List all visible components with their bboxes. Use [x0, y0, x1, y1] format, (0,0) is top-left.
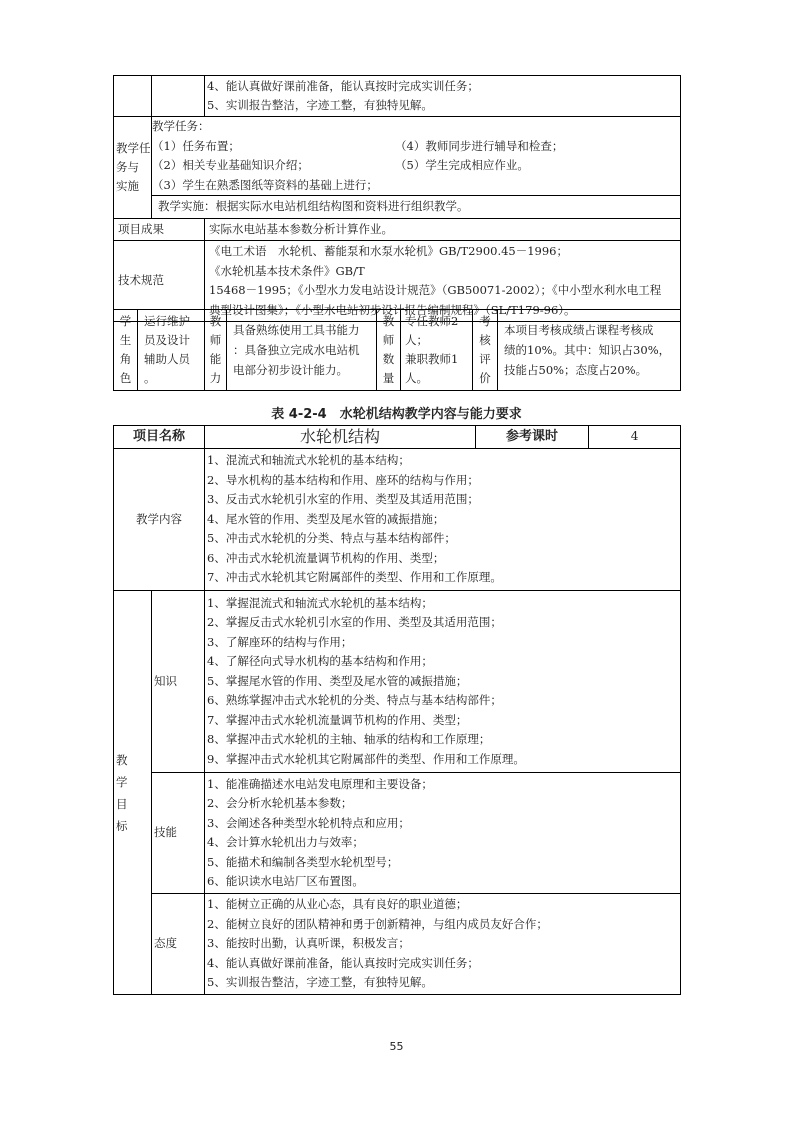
char: 师: [382, 333, 395, 347]
list-item: 4、能认真做好课前准备，能认真按时完成实训任务；: [207, 78, 479, 93]
student-role-label: [114, 310, 138, 391]
char: 学: [116, 774, 128, 789]
task-item: （5）学生完成相应作业。: [395, 158, 529, 172]
char: 教: [116, 752, 128, 767]
knowledge-label: 知识: [152, 591, 205, 773]
content-label: 教学内容: [114, 449, 205, 591]
char: 学: [119, 314, 132, 328]
line: 兼职教师1: [405, 352, 459, 366]
teacher-count-value: [401, 310, 473, 391]
list-item: 5、实训报告整洁，字迹工整，有独特见解。: [207, 975, 433, 990]
knowledge-row: [114, 591, 681, 773]
assessment-value: [498, 310, 681, 391]
line: 。: [144, 371, 156, 385]
skills-items: [205, 773, 681, 894]
list-item: 4、会计算水轮机出力与效率；: [207, 835, 364, 849]
char: 教: [382, 314, 395, 328]
label-line: 实施: [116, 179, 139, 193]
attitude-items: [205, 894, 681, 995]
teacher-ability-value: [227, 310, 377, 391]
teacher-ability-label: [205, 310, 227, 391]
content-items: [205, 449, 681, 591]
list-item: 5、能描术和编制各类型水轮机型号；: [207, 854, 399, 869]
tasks-cell: [152, 117, 681, 196]
list-item: 9、掌握冲击式水轮机其它附属部件的类型、作用和工作原理。: [207, 751, 525, 766]
assessment-label: [473, 310, 498, 391]
result-row: [114, 219, 681, 241]
list-item: 2、会分析水轮机基本参数；: [207, 796, 353, 810]
list-item: 5、实训报告整洁，字迹工整，有独特见解。: [207, 98, 433, 112]
line: 电部分初步设计能力。: [233, 363, 348, 377]
line: 员及设计: [144, 333, 190, 347]
student-role-value: [138, 310, 205, 391]
implementation-row: [114, 196, 681, 219]
skills-label: 技能: [152, 773, 205, 894]
goals-label: [114, 591, 152, 995]
project-name-label: 项目名称: [114, 426, 205, 449]
list-item: 3、反击式水轮机引水室的作用、类型及其适用范围；: [207, 492, 479, 507]
char: 师: [209, 333, 222, 347]
turbine-structure-table: [113, 425, 681, 995]
char: 核: [479, 333, 491, 347]
char: 数: [382, 352, 395, 366]
list-item: 6、熟练掌握冲击式水轮机的分类、特点与基本结构部件；: [207, 693, 502, 708]
list-item: 1、能树立正确的从业心态，具有良好的职业道德；: [207, 897, 468, 912]
char: 评: [479, 352, 491, 366]
list-item: 2、能树立良好的团队精神和勇于创新精神，与组内成员友好合作；: [207, 916, 548, 931]
page-number: 55: [389, 1040, 404, 1053]
list-item: 2、导水机构的基本结构和作用、座环的结构与作用；: [207, 472, 479, 487]
list-item: 6、冲击式水轮机流量调节机构的作用、类型；: [207, 550, 445, 565]
knowledge-items: [205, 591, 681, 773]
list-item: 4、了解径向式导水机构的基本结构和作用；: [207, 654, 433, 669]
hours-value: 4: [589, 426, 681, 449]
list-item: 5、冲击式水轮机的分类、特点与基本结构部件；: [207, 531, 456, 546]
attitude-continuation-items: [205, 76, 681, 117]
table-caption: 表 4-2-4 水轮机结构教学内容与能力要求: [271, 407, 522, 422]
char: 价: [479, 371, 491, 385]
line: 专任教师2: [405, 314, 459, 328]
line: 本项目考核成绩占课程考核成: [504, 323, 654, 337]
label-line: 教学任: [116, 141, 151, 155]
char: 生: [119, 333, 132, 347]
line: 具备熟练使用工具书能力: [233, 323, 360, 337]
hours-label: 参考课时: [476, 426, 589, 449]
char: 教: [209, 314, 222, 328]
char: 力: [209, 371, 222, 385]
list-item: 1、掌握混流式和轴流式水轮机的基本结构；: [207, 595, 433, 610]
empty-cell: [152, 76, 205, 117]
list-item: 7、冲击式水轮机其它附属部件的类型、作用和工作原理。: [207, 570, 502, 585]
line: 人；: [405, 333, 428, 347]
list-item: 1、能准确描述水电站发电原理和主要设备；: [207, 776, 433, 791]
implementation-text: 教学实施：根据实际水电站机组结构图和资料进行组织教学。: [152, 196, 681, 219]
char: 量: [382, 371, 395, 385]
task-item: （4）教师同步进行辅导和检查；: [395, 138, 564, 153]
line: ：具备独立完成水电站机: [233, 343, 360, 357]
skills-row: [114, 773, 681, 894]
task-item: （2）相关专业基础知识介绍；: [152, 158, 309, 172]
char: 考: [479, 314, 491, 328]
line: 辅助人员: [144, 352, 190, 366]
task-item: （3）学生在熟悉图纸等资料的基础上进行；: [152, 177, 378, 192]
line: 技能占50%；态度占20%。: [504, 363, 648, 377]
list-item: 3、能按时出勤，认真听课，积极发言；: [207, 936, 410, 951]
project-name-value: 水轮机结构: [205, 426, 476, 449]
line: 绩的10%。其中：知识占30%，: [504, 343, 671, 357]
list-item: 7、掌握冲击式水轮机流量调节机构的作用、类型；: [207, 712, 468, 727]
char: 标: [116, 818, 128, 833]
previous-table-continuation: [113, 75, 681, 322]
content-row: [114, 449, 681, 591]
char: 能: [209, 352, 222, 366]
empty-cell: [114, 76, 152, 117]
list-item: 2、掌握反击式水轮机引水室的作用、类型及其适用范围；: [207, 615, 502, 630]
list-item: 3、了解座环的结构与作用；: [207, 634, 353, 649]
list-item: 3、会阐述各种类型水轮机特点和应用；: [207, 815, 410, 830]
char: 角: [119, 352, 132, 366]
standard-line: 《水轮机基本技术条件》GB/T: [209, 263, 365, 278]
role-row: [114, 310, 681, 391]
tasks-heading: 教学任务：: [152, 119, 210, 133]
role-table: [113, 309, 681, 391]
task-item: （1）任务布置；: [152, 138, 240, 153]
label-line: 务与: [116, 160, 139, 174]
standard-line: 典型设计图集》；《小型水电站初步设计报告编制规程》（SL/T179-96）。: [209, 302, 576, 317]
list-item: 4、能认真做好课前准备，能认真按时完成实训任务；: [207, 955, 479, 970]
list-item: 1、混流式和轴流式水轮机的基本结构；: [207, 453, 410, 468]
teacher-count-label: [377, 310, 401, 391]
attitude-label: 态度: [152, 894, 205, 995]
result-value: 实际水电站基本参数分析计算作业。: [205, 219, 681, 241]
list-item: 8、掌握冲击式水轮机的主轴、轴承的结构和工作原理；: [207, 732, 491, 747]
standard-line: 15468－1995；《小型水力发电站设计规范》（GB50071-2002）；《中小型水利水电工程: [209, 283, 662, 297]
tasks-row: [114, 117, 681, 196]
char: 目: [116, 796, 128, 811]
list-item: 5、掌握尾水管的作用、类型及尾水管的减振措施；: [207, 673, 468, 688]
header-row: [114, 426, 681, 449]
result-label: 项目成果: [114, 219, 205, 241]
standards-label: 技术规范: [114, 241, 205, 322]
char: 色: [119, 371, 132, 385]
standard-line: 《电工术语 水轮机、蓄能泵和水泵水轮机》GB/T2900.45－1996；: [209, 244, 569, 258]
line: 人。: [405, 371, 428, 385]
attitude-row: [114, 894, 681, 995]
list-item: 4、尾水管的作用、类型及尾水管的减振措施；: [207, 511, 445, 526]
line: 运行维护: [144, 314, 190, 328]
list-item: 6、能识读水电站厂区布置图。: [207, 874, 364, 888]
attitude-continuation-row: [114, 76, 681, 117]
tasks-label: [114, 117, 152, 219]
